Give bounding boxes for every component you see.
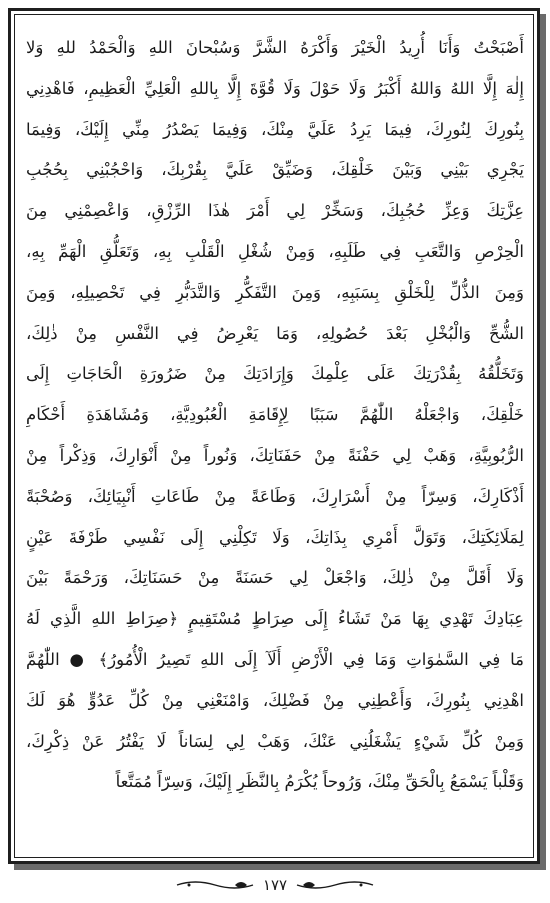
text-line-4: يَجْرِي بَيْنِي وَبَيْنَ خَلْقِكَ، وَضَيِّقْ عَلَيَّ بِقُرْبِكَ، وَاحْجُبْنِي بِحُجُبِ: [26, 160, 524, 180]
text-line-9: وَتَخَلُّقُهُ بِقُدْرَتِكَ عَلَى عِلْمِكَ وَإِرَادَتِكَ مِنْ ضَرُورَةِ الْحَاجَاتِ إِلَى: [26, 364, 524, 384]
frame-shadow-right: [540, 14, 546, 870]
text-line-13: لِمَلَائِكَتِكَ، وَتَوَلَّ أَمْرِي بِذَاتِكَ، وَلَا تَكِلْنِي إِلَى نَفْسِي طَرْفَةَ عَيْنٍ: [26, 527, 524, 547]
text-line-5: عِزَّتِكَ وَعِزِّ حُجُبِكَ، وَسَخِّرْ لِي أَمْرَ هٰذَا الرِّزْقِ، وَاعْصِمْنِي مِنَ: [26, 201, 524, 221]
text-line-7: وَمِنَ الذُّلِّ لِلْخَلْقِ بِسَبَبِهِ، وَمِنَ التَّفَكُّرِ وَالتَّدَبُّرِ فِي تَحْصِيلِهِ، وَمِنَ: [26, 282, 524, 302]
left-ornament-icon: [175, 877, 255, 893]
right-ornament-icon: [295, 877, 375, 893]
text-line-18: وَمِنْ كُلِّ شَيْءٍ يَشْغَلُنِي عَنْكَ، وَهَبْ لِي لِسَاناً لَا يَفْتُرُ عَنْ ذِكْرِكَ،: [26, 731, 524, 751]
page-footer: [0, 872, 550, 898]
text-line-11: الرُّبُوبِيَّةِ، وَهَبْ لِي حَفْنَةً مِنْ حَفَنَاتِكَ، وَنُوراً مِنْ أَنْوَارِكَ، وَذِكْراً مِنْ: [26, 445, 524, 465]
text-line-10: خَلْقِكَ، وَاجْعَلْهُ اللّٰهُمَّ سَبَبًا لِإِقَامَةِ الْعُبُودِيَّةِ، وَمُشَاهَدَةِ أَحْكَامِ: [26, 405, 524, 425]
text-line-19: وَقَلْباً يَسْمَعُ بِالْحَقِّ مِنْكَ، وَرُوحاً يُكْرَمُ بِالنَّظَرِ إِلَيْكَ، وَسِرّاً مُمَتَّعاً: [115, 772, 524, 792]
text-line-6: الْحِرْصِ وَالتَّعَبِ فِي طَلَبِهِ، وَمِنْ شُغْلِ الْقَلْبِ بِهِ، وَتَعَلُّقِ الْهَمِّ بِهِ،: [26, 241, 524, 261]
text-line-3: بِنُورِكَ لِنُورِكَ، فِيمَا يَرِدُ عَلَيَّ مِنْكَ، وَفِيمَا يَصْدُرُ مِنِّي إِلَيْكَ، وَفِيمَا: [26, 119, 524, 139]
text-line-14: وَلَا أَقَلَّ مِنْ ذٰلِكَ، وَاجْعَلْ لِي حَسَنَةً مِنْ حَسَنَاتِكَ، وَرَحْمَةً بَيْنَ: [26, 568, 524, 588]
text-line-8: الشُّحِّ وَالْبُخْلِ بَعْدَ حُصُولِهِ، وَمَا يَعْرِضُ فِي النَّفْسِ مِنْ ذٰلِكَ،: [26, 323, 524, 343]
text-line-2: إِلٰهَ إِلَّا اللهُ وَاللهُ أَكْبَرُ وَلَا حَوْلَ وَلَا قُوَّةَ إِلَّا بِاللهِ الْعَلِيِّ الْعَظِيمِ، فَاهْدِنِي: [26, 78, 524, 98]
text-line-16: مَا فِي السَّمٰوَاتِ وَمَا فِي الْأَرْضِ أَلَآ إِلَى اللهِ تَصِيرُ الْأُمُورُ﴾ ● اللّٰهُمَّ: [26, 649, 524, 669]
text-line-17: اهْدِنِي بِنُورِكَ، وَأَعْطِنِي مِنْ فَضْلِكَ، وَامْنَعْنِي مِنْ كُلِّ عَدُوٍّ هُوَ لَكَ: [26, 690, 524, 710]
frame-shadow-bottom: [14, 864, 546, 870]
text-line-15: عِبَادِكَ تَهْدِي بِهَا مَنْ تَشَاءُ إِلَى صِرَاطٍ مُسْتَقِيمٍ ﴿صِرَاطِ اللهِ الَّذِي لَهُ: [26, 609, 524, 629]
prayer-text-block: [26, 28, 524, 856]
text-line-1: أَصْبَحْتُ وَأَنَا أُرِيدُ الْخَيْرَ وَأَكْرَهُ الشَّرَّ وَسُبْحانَ اللهِ وَالْحَمْدُ للهِ وَلا: [26, 38, 524, 57]
page-number: ١٧٧: [262, 876, 288, 894]
text-line-12: أَذْكَارِكَ، وَسِرّاً مِنْ أَسْرَارِكَ، وَطَاعَةً مِنْ طَاعَاتِ أَنْبِيَائِكَ، وَصُحْبَةً: [26, 486, 524, 506]
